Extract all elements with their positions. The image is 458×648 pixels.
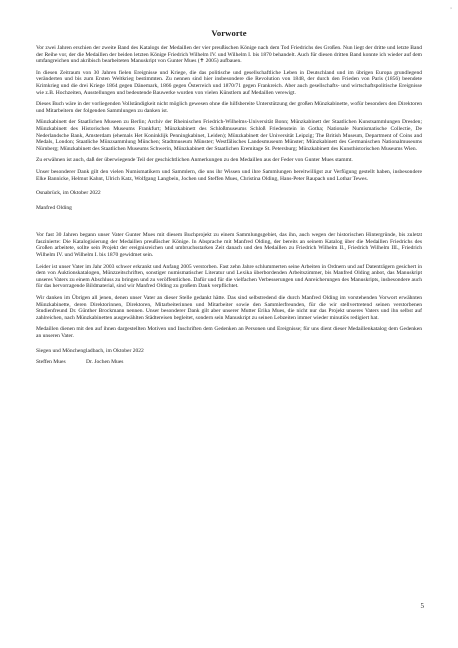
foreword1-paragraph-4: Münzkabinett der Staatlichen Museen zu Berlin; Archiv der Rheinischen Friedrich-Wilhelms-Universität Bonn; Münzkabinett der Staatlichen Kunstsammlungen Dresden; Münzkabinett des Historischen Museums Frankfurt; Münzkabinett des Schloßmuseums Schloß Friedenstein in Gotha; Nationale Numismatische Collectie, De Nederlandsche Bank, Amsterdam (ehemals Het Koninklijk Penningkabinet, Leiden); Münzkabinett der Universität Leipzig; The British Museum, Department of Coins and Medals, London; Staatliche Münzsammlung München; Stadtmuseum Münster; Westfälisches Landesmuseum Münster; Münzkabinett des Germanischen Nationalmuseums Nürnberg; Münzkabinett des Staatlichen Museums Schwerin, Münzkabinett der Staatlichen Eremitage St. Petersburg; Münzkabinett des Kunsthistorischen Museums Wien. xyxy=(36,119,422,152)
foreword2-paragraph-3: Wir danken im Übrigen all jenen, denen unser Vater an dieser Stelle gedankt hätte. Das sind selbstredend die durch Manfred Olding im vorstehenden Vorwort erwähnten Münzkabinette, deren Direktorinnen, Direktoren, Mitarbeiterinnen und Mitarbeiter sowie den Sammlerfreunden, für die wir stellvertretend seinen verstorbenen Studienfreund Dr. Günther Brockmann nennen. Unser besonderer Dank gilt aber unserer Mutter Erika Mues, die nicht nur das Projekt unseres Vaters und ihn selbst auf zahlreichen, nach Münzkabinetten ausgewählten Städtereisen begleitet, sondern sein Manuskript zu seinen Lebzeiten immer wieder minutiös redigiert hat. xyxy=(36,295,422,321)
foreword1-place-date: Osnabrück, im Oktober 2022 xyxy=(36,190,101,197)
foreword1-paragraph-1: Vor zwei Jahren erschien der zweite Band des Katalogs der Medaillen der vier preußischen Könige nach dem Tod Friedrichs des Großen. Nun liegt der dritte und letzte Band der Reihe vor, der die Medaillen der beiden letzten Könige Friedrich Wilhelm IV. und Wilhelm I. bis 1870 behandelt. Auch für diesen dritten Band konnte ich wieder auf dem umfangreichen und akribisch bearbeiteten Manuskript von Gunter Mues (✝ 2005) aufbauen. xyxy=(36,45,422,65)
text-column xyxy=(36,45,422,366)
foreword-olding xyxy=(36,45,422,211)
foreword2-signature-1: Steffen Mues xyxy=(36,359,66,366)
foreword1-paragraph-6: Unser besonderer Dank gilt den vielen Numismatikern und Sammlern, die uns ihr Wissen und ihre Sammlungen bereitwilligst zur Verfügung gestellt haben, insbesondere Elke Bannicke, Helmut Kahnt, Ulrich Katz, Wolfgang Langbein, Jochen und Steffen Mues, Christina Olding, Hans-Peter Raupach und Lothar Tewes. xyxy=(36,168,422,182)
foreword2-place-date: Siegen und Mönchengladbach, im Oktober 2022 xyxy=(36,347,144,354)
foreword1-paragraph-5: Zu erwähnen ist auch, daß der überwiegende Teil der geschichtlichen Anmerkungen zu den Medaillen aus der Feder von Gunter Mues stammt. xyxy=(36,157,353,164)
page-number: 5 xyxy=(420,602,424,610)
foreword1-paragraph-2: In diesen Zeitraum von 30 Jahren fielen Ereignisse und Kriege, die das politische und gesellschaftliche Leben in Deutschland und im übrigen Europa grundlegend veränderten und bis zum Ersten Weltkrieg bestimmten. Zu nennen sind hier insbesondere die Revolution von 1848, der durch den Frieden von Paris (1856) beendete Krimkrieg und die drei Kriege 1864 gegen Dänemark, 1866 gegen Österreich und 1870/71 gegen Frankreich. Aber auch gesellschafts- und wirtschaftspolitische Ereignisse wie z.B. Hochzeiten, Ausstellungen und bedeutende Bauwerke wurden von vielen Künstlern auf Medaillen verewigt. xyxy=(36,69,422,96)
foreword1-signature: Manfred Olding xyxy=(36,204,72,211)
page-title: Vorworte xyxy=(211,28,247,38)
foreword2-paragraph-1: Vor fast 30 Jahren begann unser Vater Gunter Mues mit diesem Buchprojekt zu einem Sammlungsgebiet, das ihn, auch wegen der historischen Hintergründe, bis zuletzt faszinierte: Die Katalogisierung der Medaillen preußischer Könige. In Absprache mit Manfred Olding, der bereits an seinem Katalog über die Medaillen Friedrichs des Großen arbeitete, sollte sein Projekt der ereignisreichen und umbruchsstarken Zeit danach und den Medaillen zu Friedrich Wilhelm II., Friedrich Wilhelm III., Friedrich Wilhelm IV. und Wilhelm I. bis 1870 gewidmet sein. xyxy=(36,232,422,259)
foreword-mues xyxy=(36,232,422,366)
foreword2-paragraph-4: Medaillen dienen mit den auf ihnen dargestellten Motiven und Inschriften dem Gedenken an Personen und Ereignisse; für uns dient dieser Medaillenkatalog dem Gedenken an unseren Vater. xyxy=(36,326,422,339)
corner-mark: ‚ xyxy=(450,4,452,10)
foreword2-signature-2: Dr. Jochen Mues xyxy=(86,359,124,366)
foreword2-signatures xyxy=(36,359,422,366)
foreword1-paragraph-3: Dieses Buch wäre in der vorliegenden Vollständigkeit nicht möglich gewesen ohne die hilfsbereite Unterstützung der großen Münzkabinette, wofür besonders den Direktoren und Mitarbeitern der folgenden Sammlungen zu danken ist. xyxy=(36,101,422,114)
foreword2-paragraph-2: Leider ist unser Vater im Jahr 2003 schwer erkrankt und Anfang 2005 verstorben. Fast zehn Jahre schlummerten seine Arbeiten in Ordnern und auf Datenträgern gesichert in dem von Auktionskatalogen, Münzzeitschriften, sonstiger numismatischer Literatur und Lexika überbordenden Arbeitszimmer, bis Manfred Olding anbot, das Manuskript unseres Vaters zu einem Abschluss zu bringen und zu veröffentlichen. Dafür und für die vielfachen Verbesserungen und Anreicherungen des Manuskripts, insbesondere auch für das hervorragende Bildmaterial, sind wir Manfred Olding zu großem Dank verpflichtet. xyxy=(36,263,422,290)
